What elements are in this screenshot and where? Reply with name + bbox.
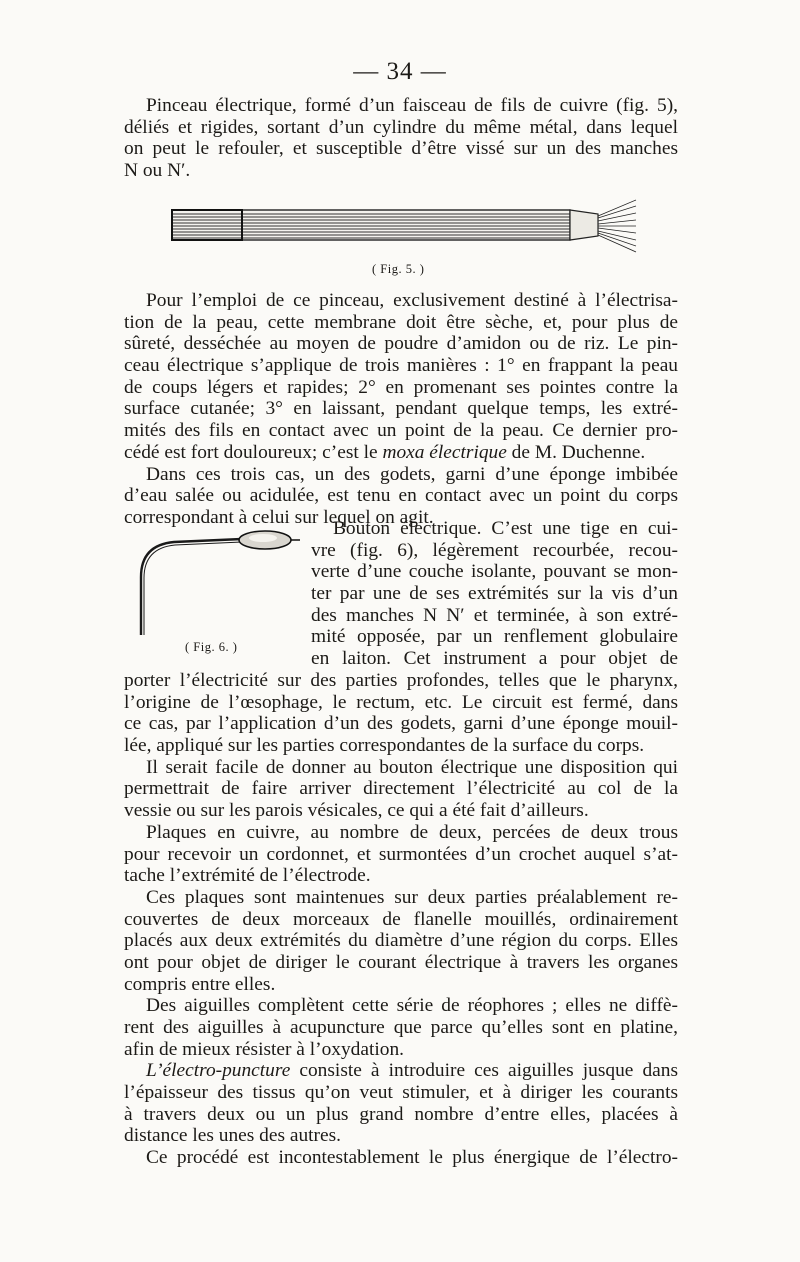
text-line: compris entre elles. [124,973,276,995]
text-line: porter l’électricité sur des parties profondes, telles que le pharynx, [124,670,678,691]
text-line: verte d’une couche isolante, pouvant se mon- [311,561,678,583]
text-line: afin de mieux résister à l’oxydation. [124,1038,404,1060]
text-line: l’épaisseur des tissus qu’on veut stimuler, et à diriger les courants [124,1082,678,1104]
text-line: permettrait de faire arriver directement l’électricité au col de la [124,778,678,800]
text-line: Pinceau électrique, formé d’un faisceau de fils de cuivre (fig. 5), [146,95,678,116]
text-line: vre (fig. 6), légèrement recourbée, recou- [311,539,678,561]
text-line: sûreté, desséchée au moyen de poudre d’amidon ou de riz. Le pin- [124,333,678,355]
text-line: rent des aiguilles à acupuncture que parce qu’elles sont en platine, [124,1017,678,1038]
text-line: ont pour objet de diriger le courant électrique à travers les organes [124,951,678,973]
text-line: en laiton. Cet instrument a pour objet de [311,648,678,670]
paragraph-pinceau [124,95,678,182]
paragraph-bouton-wrapped [311,518,678,670]
text-line: surface cutanée; 3° en laissant, pendant quelque temps, les extré- [124,398,678,420]
text-line: correspondant à celui sur lequel on agit. [124,506,434,528]
text-line: tion de la peau, cette membrane doit être sèche, et, pour plus de [124,311,678,333]
text-line: à travers deux ou un plus grand nombre d’entre elles, placées à [124,1103,678,1125]
text-line: Pour l’emploi de ce pinceau, exclusivement destiné à l’électrisa- [146,290,678,311]
text-line: Bouton électrique. C’est une tige en cui- [333,518,678,539]
text-line: ce cas, par l’application d’un des godets, garni d’une éponge mouil- [124,713,678,735]
italic-term: L’électro-puncture [146,1060,291,1082]
text-line: ter par une de ses extrémités sur la vis d’un [311,583,678,605]
text-line: Plaques en cuivre, au nombre de deux, percées de deux trous [146,821,678,843]
page-number: — 34 — [353,58,447,85]
paragraph-emploi [124,290,678,529]
text-line: cédé est fort douloureux; c’est le moxa électrique de M. Duchenne. [124,441,646,463]
paragraph-main-continued [124,670,678,1169]
text-line: vessie ou sur les parois vésicales, ce qui a été fait d’ailleurs. [124,800,589,822]
text-line: lée, appliqué sur les parties correspondantes de la surface du corps. [124,735,645,757]
text-line: on peut le refouler, et susceptible d’être vissé sur un des manches [124,138,678,160]
text-line: pour recevoir un cordonnet, et surmontées d’un crochet auquel s’at- [124,843,678,865]
text-line: Ces plaques sont maintenues sur deux parties préalablement re- [146,886,678,908]
text-line: Dans ces trois cas, un des godets, garni d’une éponge imbibée [146,463,678,485]
text-line: de coups légers et rapides; 2° en promenant ses pointes contre la [124,376,678,398]
text-line: déliés et rigides, sortant d’un cylindre du même métal, dans lequel [124,116,678,138]
text-line: Il serait facile de donner au bouton électrique une disposition qui [146,756,678,778]
text-line: tache l’extrémité de l’électrode. [124,865,371,887]
text-line: l’origine de l’œsophage, le rectum, etc. Le circuit est fermé, dans [124,691,678,713]
text-line: Ce procédé est incontestablement le plus énergique de l’électro- [146,1147,678,1169]
text-line: placés aux deux extrémités du diamètre d’une région du corps. Elles [124,930,678,952]
text-line: ceau électrique s’applique de trois manières : 1° en frappant la peau [124,355,678,377]
figure-6-electric-button-illustration [134,525,304,640]
figure-6-caption: ( Fig. 6. ) [185,640,238,654]
figure-5-brush-illustration [170,196,640,256]
text-line: couvertes de deux morceaux de flanelle mouillés, ordinairement [124,908,678,930]
italic-term: moxa électrique [382,441,507,463]
text-line: des manches N N′ et terminée, à son extré- [311,604,678,626]
figure-5-caption: ( Fig. 5. ) [372,262,425,276]
text-line: L’électro-puncture consiste à introduire ces aiguilles jusque dans [146,1060,678,1082]
text-line: distance les unes des autres. [124,1125,341,1147]
text-line: N ou N′. [124,160,191,182]
text-line: mités des fils en contact avec un point de la peau. Ce dernier pro- [124,420,678,442]
text-line: mité opposée, par un renflement globulaire [311,626,678,648]
text-line: Des aiguilles complètent cette série de réophores ; elles ne diffè- [146,995,678,1017]
text-line: d’eau salée ou acidulée, est tenu en contact avec un point du corps [124,485,678,507]
